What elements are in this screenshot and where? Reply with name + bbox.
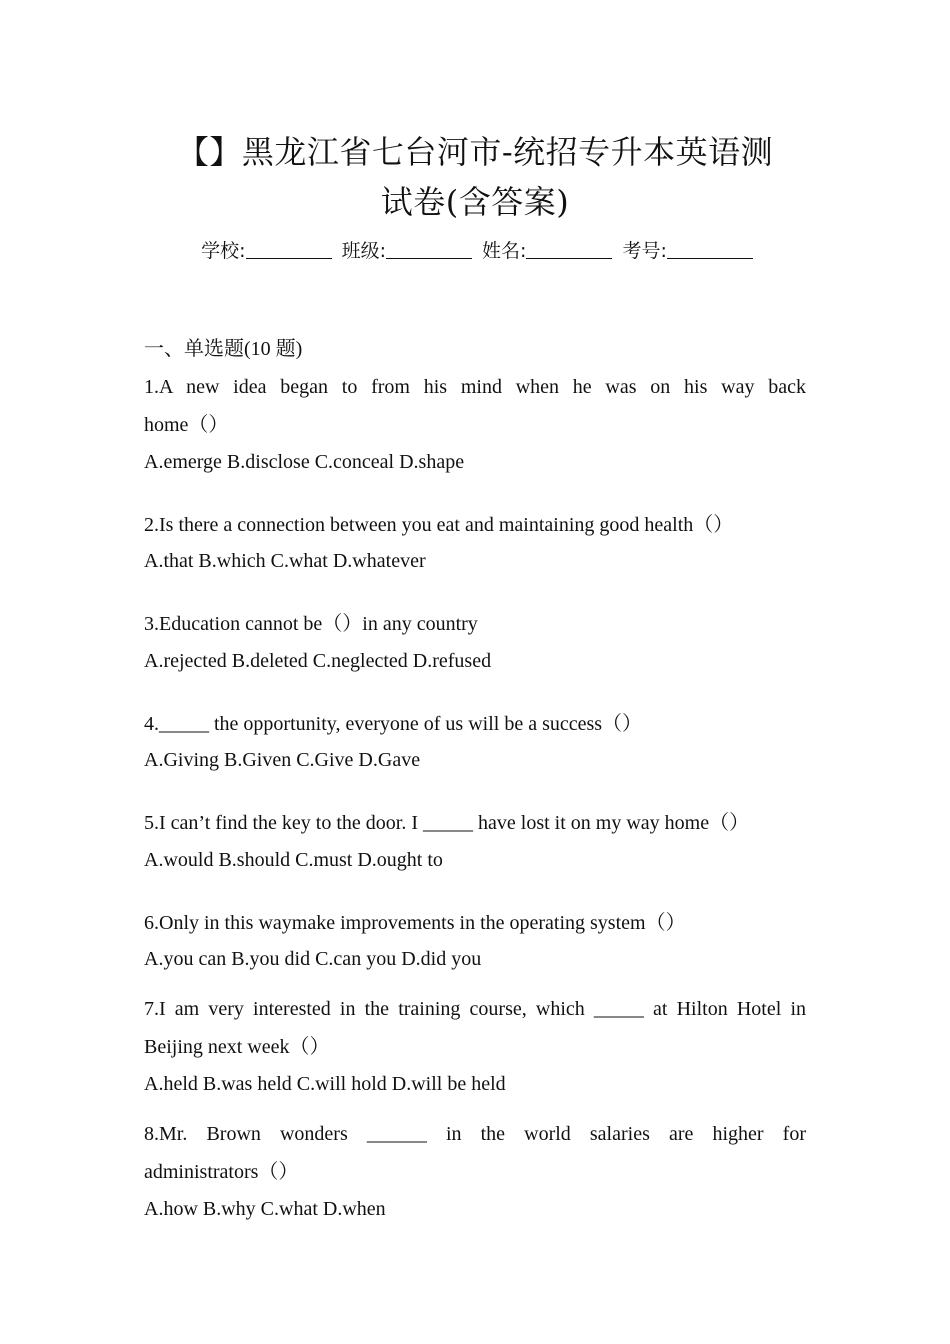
question-7-stem-line-2: Beijing next week（） [144,1036,330,1058]
school-blank [246,240,332,259]
question-5-stem: 5.I can’t find the key to the door. I _____ have lost it on my way home（） [144,812,750,834]
question-4-stem: 4._____ the opportunity, everyone of us will be a success（） [144,713,643,735]
question-8-options: A.how B.why C.what D.when [144,1198,386,1220]
exam-number-label: 考号: [622,240,667,262]
question-5-options: A.would B.should C.must D.ought to [144,849,443,871]
question-2-stem: 2.Is there a connection between you eat and maintaining good health（） [144,514,734,536]
question-7-options: A.held B.was held C.will hold D.will be held [144,1073,506,1095]
question-7-stem-line-1: 7.I am very interested in the training course, which _____ at Hilton Hotel in [144,998,806,1020]
class-blank [386,240,472,259]
question-3-stem: 3.Education cannot be（）in any country [144,613,478,635]
student-info-row [130,236,820,263]
question-8-stem-line-2: administrators（） [144,1161,299,1183]
school-label: 学校: [201,240,246,262]
question-1-stem-line-2: home（） [144,414,229,436]
question-1-options: A.emerge B.disclose C.conceal D.shape [144,451,465,473]
exam-number-blank [667,240,753,259]
question-2-options: A.that B.which C.what D.whatever [144,550,426,572]
section-heading: 一、单选题(10 题) [144,338,303,360]
name-label: 姓名: [482,240,527,262]
question-4-options: A.Giving B.Given C.Give D.Gave [144,749,421,771]
exam-title-line-2: 试卷(含答案) [380,183,570,221]
question-6-options: A.you can B.you did C.can you D.did you [144,948,482,970]
question-6-stem: 6.Only in this waymake improvements in the operating system（） [144,912,686,934]
question-3-options: A.rejected B.deleted C.neglected D.refused [144,650,492,672]
class-label: 班级: [341,240,386,262]
question-8-stem-line-1: 8.Mr. Brown wonders ______ in the world salaries are higher for [144,1123,806,1145]
exam-title-line-1: 【】黑龙江省七台河市-统招专升本英语测 [176,133,774,171]
name-blank [526,240,612,259]
question-1-stem-line-1: 1.A new idea began to from his mind when he was on his way back [144,376,806,398]
